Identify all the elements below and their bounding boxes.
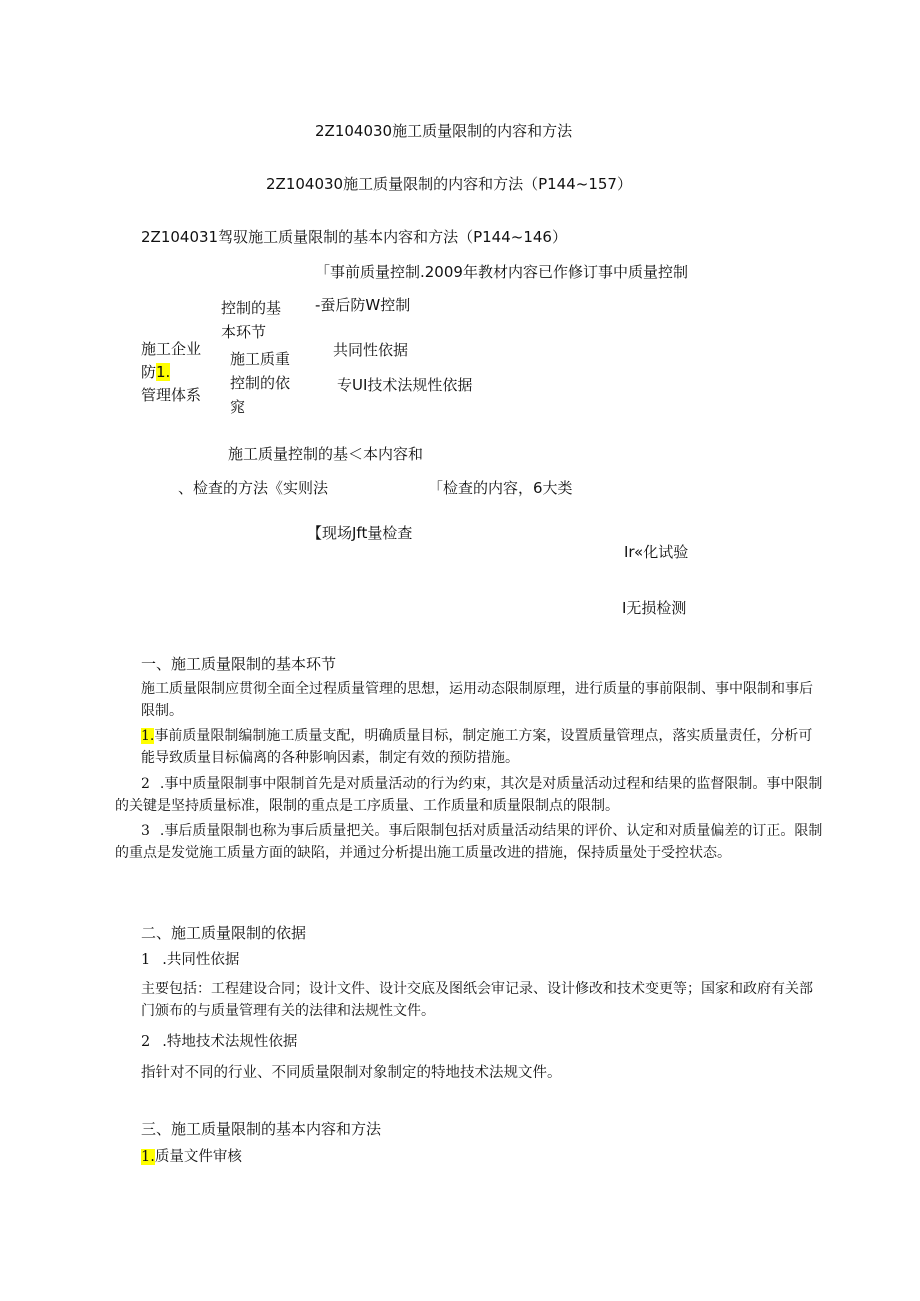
diagram-label-inspection-method: 、检查的方法《实则法	[178, 479, 329, 497]
diagram-label-post-control: -蚕后防W控制	[315, 296, 411, 314]
diagram-line-1: 「事前质量控制.2009年教材内容已作修订事中质量控制	[315, 263, 688, 281]
diagram-label-special-basis: 专UI技术法规性依据	[337, 376, 473, 394]
section1-item-2: 2 .事中质量限制事中限制首先是对质量活动的行为约束，其次是对质量活动过程和结果的监督限制。事中限制的关键是坚持质量标准，限制的重点是工序质量、工作质量和质量限制点的限制。	[115, 776, 823, 814]
section1-item-3: 3 .事后质量限制也称为事后质量把关。事后限制包括对质量活动结果的评价、认定和对质量偏差的订正。限制的重点是发觉施工质量方面的缺陷，并通过分析提出施工质量改进的措施，保持质量处于受控状态。	[115, 823, 823, 861]
section2-subheading-1: 1 .共同性依据	[141, 952, 240, 968]
diagram-label-common-basis: 共同性依据	[333, 341, 409, 359]
diagram-label-mgmt-system: 管理体系	[141, 386, 202, 404]
section1-intro: 施工质量限制应贯彻全面全过程质量管理的思想，运用动态限制原理，进行质量的事前限制、事中限制和事后限制。	[141, 681, 813, 719]
diagram-label-site-inspection: 【现场Jft量检查	[307, 524, 413, 542]
diagram-label-construction-quality: 施工质重	[230, 350, 291, 368]
doc-subtitle: 2Z104030施工质量限制的内容和方法（P144~157）	[266, 175, 632, 193]
section2-heading: 二、施工质量限制的依据	[141, 924, 307, 942]
diagram-label-lab-test: Ir«化试验	[624, 543, 689, 561]
diagram-label-prevent: 防1.	[141, 363, 171, 381]
section2-text-2: 指针对不同的行业、不同质量限制对象制定的特地技术法规文件。	[141, 1065, 562, 1081]
diagram-label-enterprise: 施工企业	[141, 340, 202, 358]
section2-text-1: 主要包括：工程建设合同；设计文件、设计交底及图纸会审记录、设计修改和技术变更等；国家和政府有关部门颁布的与质量管理有关的法律和法规性文件。	[141, 981, 813, 1019]
section-title: 2Z104031驾驭施工质量限制的基本内容和方法（P144~146）	[141, 228, 567, 246]
diagram-label-inspection-content: 「检查的内容，6大类	[428, 479, 573, 497]
highlight-mark: 1.	[141, 1149, 155, 1165]
section2-subheading-2: 2 .特地技术法规性依据	[141, 1034, 298, 1050]
highlight-mark: 1.	[141, 728, 155, 744]
diagram-label-ndt: I无损检测	[622, 599, 687, 617]
diagram-label-basic-content: 施工质量控制的基＜本内容和	[228, 445, 424, 463]
diagram-label-control-basic: 控制的基	[221, 299, 282, 317]
section3-subheading-1: 1.质量文件审核	[141, 1149, 242, 1165]
section1-item-1: 1.事前质量限制编制施工质量支配，明确质量目标，制定施工方案，设置质量管理点，落实质量责任，分析可能导致质量目标偏离的各种影响因素，制定有效的预防措施。	[141, 728, 813, 766]
diagram-label-control-basis: 控制的依	[230, 374, 291, 392]
doc-title: 2Z104030施工质量限制的内容和方法	[315, 122, 573, 140]
highlight-mark: 1.	[156, 363, 171, 381]
diagram-label-fragment: 窕	[230, 398, 246, 416]
section3-heading: 三、施工质量限制的基本内容和方法	[141, 1120, 382, 1138]
diagram-label-basic-link: 本环节	[221, 323, 267, 341]
section1-heading: 一、施工质量限制的基本环节	[141, 655, 337, 673]
